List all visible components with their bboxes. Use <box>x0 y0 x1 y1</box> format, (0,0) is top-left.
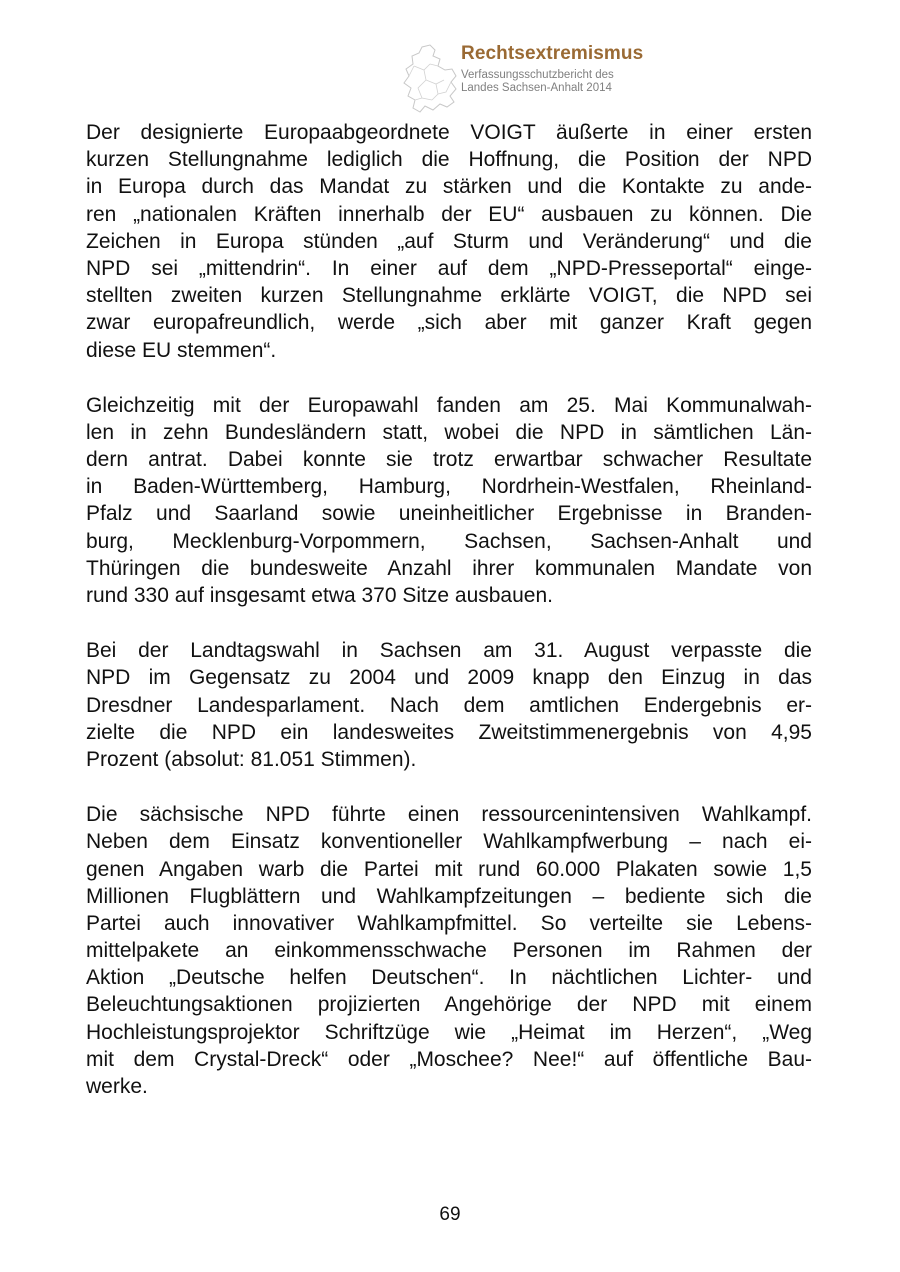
body-text <box>86 119 812 1128</box>
text-line: Der designierte Europaabgeordnete VOIGT äußerte in einer ersten <box>86 121 812 144</box>
text-line: Pfalz und Saarland sowie uneinheitlicher Ergebnisse in Branden- <box>86 502 812 526</box>
saxony-anhalt-map-icon <box>400 44 462 114</box>
text-line: in Europa durch das Mandat zu stärken und die Kontakte zu ande- <box>86 175 812 199</box>
paragraph-landtagswahl-sachsen <box>86 637 812 773</box>
text-line: Die sächsische NPD führte einen ressourcenintensiven Wahlkampf. <box>86 803 812 827</box>
text-line: len in zehn Bundesländern statt, wobei die NPD in sämtlichen Län- <box>86 420 812 444</box>
text-line: NPD im Gegensatz zu 2004 und 2009 knapp den Einzug in das <box>86 666 812 690</box>
text-line: dern antrat. Dabei konnte sie trotz erwartbar schwacher Resultate <box>86 448 812 472</box>
page-header <box>400 40 700 112</box>
text-line: mittelpakete an einkommensschwache Personen im Rahmen der <box>86 939 812 963</box>
text-line: Hochleistungsprojektor Schriftzüge wie „Heimat im Herzen“, „Weg <box>86 1020 812 1044</box>
text-line: Neben dem Einsatz konventioneller Wahlkampfwerbung – nach ei- <box>86 830 812 854</box>
text-line: stellten zweiten kurzen Stellungnahme erklärte VOIGT, die NPD sei <box>86 284 812 308</box>
text-line: in Baden-Württemberg, Hamburg, Nordrhein-Westfalen, Rheinland- <box>86 475 812 499</box>
header-subtitle-line-1: Verfassungsschutzbericht des <box>461 69 614 81</box>
text-line: Prozent (absolut: 81.051 Stimmen). <box>86 747 417 771</box>
text-line: zwar europafreundlich, werde „sich aber mit ganzer Kraft gegen <box>86 311 812 335</box>
header-subtitle-line-2: Landes Sachsen-Anhalt 2014 <box>461 82 612 94</box>
text-line: diese EU stemmen“. <box>86 338 277 362</box>
text-line: NPD sei „mittendrin“. In einer auf dem „NPD-Presseportal“ einge- <box>86 256 812 280</box>
page-number: 69 <box>439 1204 461 1225</box>
paragraph-wahlkampf <box>86 801 812 1100</box>
text-line: rund 330 auf insgesamt etwa 370 Sitze ausbauen. <box>86 584 553 607</box>
text-line: mit dem Crystal-Dreck“ oder „Moschee? Nee!“ auf öffentliche Bau- <box>86 1047 812 1071</box>
text-line: werke. <box>86 1075 148 1098</box>
paragraph-voigt-statement <box>86 119 812 364</box>
text-line: Thüringen die bundesweite Anzahl ihrer kommunalen Mandate von <box>86 556 812 580</box>
text-line: burg, Mecklenburg-Vorpommern, Sachsen, Sachsen-Anhalt und <box>86 529 812 553</box>
header-title: Rechtsextremismus <box>461 43 644 64</box>
text-line: Beleuchtungsaktionen projizierten Angehörige der NPD mit einem <box>86 993 812 1017</box>
text-line: genen Angaben warb die Partei mit rund 60.000 Plakaten sowie 1,5 <box>86 857 812 881</box>
text-line: Gleichzeitig mit der Europawahl fanden am 25. Mai Kommunalwah- <box>86 393 812 417</box>
text-line: Millionen Flugblättern und Wahlkampfzeitungen – bediente sich die <box>86 884 812 908</box>
text-line: Bei der Landtagswahl in Sachsen am 31. August verpasste die <box>86 639 812 663</box>
text-line: kurzen Stellungnahme lediglich die Hoffnung, die Position der NPD <box>86 148 812 172</box>
text-line: Dresdner Landesparlament. Nach dem amtlichen Endergebnis er- <box>86 693 812 717</box>
text-line: ren „nationalen Kräften innerhalb der EU“ ausbauen zu können. Die <box>86 202 812 226</box>
text-line: Zeichen in Europa stünden „auf Sturm und Veränderung“ und die <box>86 229 812 253</box>
text-line: zielte die NPD ein landesweites Zweitstimmenergebnis von 4,95 <box>86 720 812 744</box>
text-line: Partei auch innovativer Wahlkampfmittel. So verteilte sie Lebens- <box>86 911 812 935</box>
text-line: Aktion „Deutsche helfen Deutschen“. In nächtlichen Lichter- und <box>86 966 812 990</box>
paragraph-kommunalwahlen <box>86 392 812 610</box>
